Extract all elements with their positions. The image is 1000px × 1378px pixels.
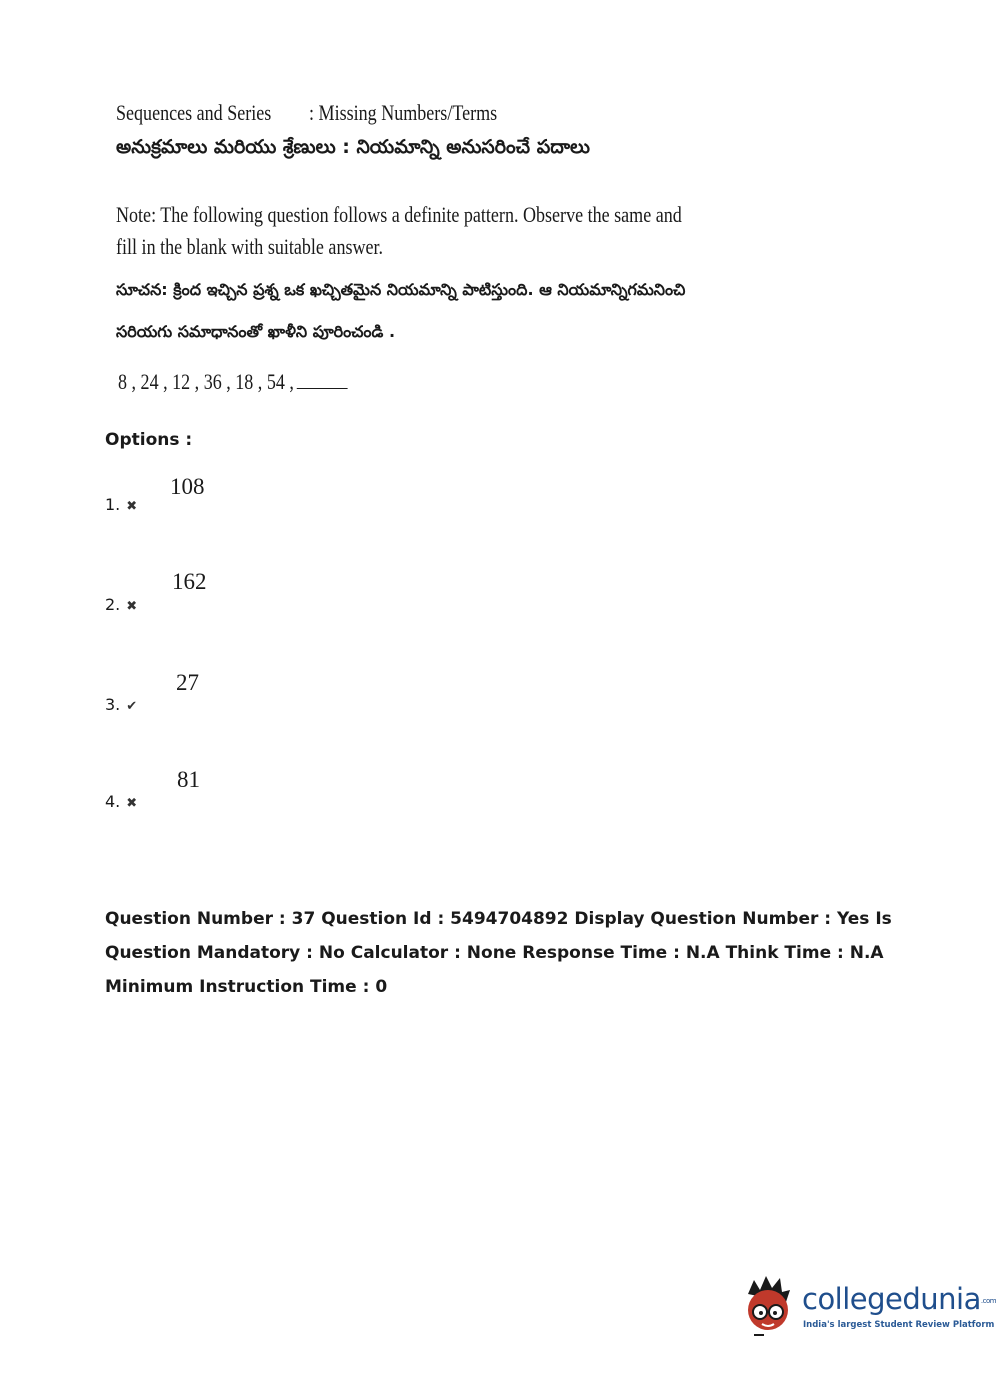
cross-icon: ✖ xyxy=(126,796,138,811)
cross-icon: ✖ xyxy=(126,499,138,514)
option-number: 1. xyxy=(105,495,121,514)
cross-icon: ✖ xyxy=(126,599,138,614)
topic-telugu: అనుక్రమాలు మరియు శ్రేణులు : నియమాన్ని అనుసరించే పదాలు xyxy=(116,136,591,158)
options-label: Options : xyxy=(105,430,193,450)
note-english: Note: The following question follows a definite pattern. Observe the same and fill in the blank with suitable answer. xyxy=(116,202,682,259)
sequence-text: 8 , 24 , 12 , 36 , 18 , 54 , xyxy=(118,369,294,394)
question-sequence xyxy=(118,368,347,395)
answer-blank xyxy=(296,368,347,389)
option-value: 27 xyxy=(176,670,199,695)
brand-name: collegedunia.com xyxy=(802,1282,997,1316)
note-telugu-line2: సరియగు సమాధానంతో ఖాళీని పూరించండి . xyxy=(116,322,396,341)
option-number: 4. xyxy=(105,792,121,811)
note-telugu-line1: సూచన: క్రింద ఇచ్చిన ప్రశ్న ఒక ఖచ్చితమైన నియమాన్ని పాటిస్తుంది. ఆ నియమాన్నిగమనించి xyxy=(116,280,686,299)
option-value: 108 xyxy=(170,474,205,499)
option-number: 3. xyxy=(105,695,121,714)
question-metadata: Question Number : 37 Question Id : 5494704892 Display Question Number : Yes Is Question Mandatory : No Calculator : None Response Time : N.A Think Time : N.A Minimum Instruction Time : 0 xyxy=(105,909,892,997)
collegedunia-logo xyxy=(740,1272,997,1344)
brand-tagline: India's largest Student Review Platform xyxy=(803,1320,995,1330)
option-value: 81 xyxy=(177,767,200,792)
option-number: 2. xyxy=(105,595,121,614)
topic-subtopic: : Missing Numbers/Terms xyxy=(309,100,498,125)
topic-title xyxy=(116,100,497,126)
topic-english: Sequences and Series xyxy=(116,100,272,125)
option-value: 162 xyxy=(172,569,207,594)
check-icon: ✔ xyxy=(126,699,138,714)
mascot-icon xyxy=(740,1272,800,1342)
